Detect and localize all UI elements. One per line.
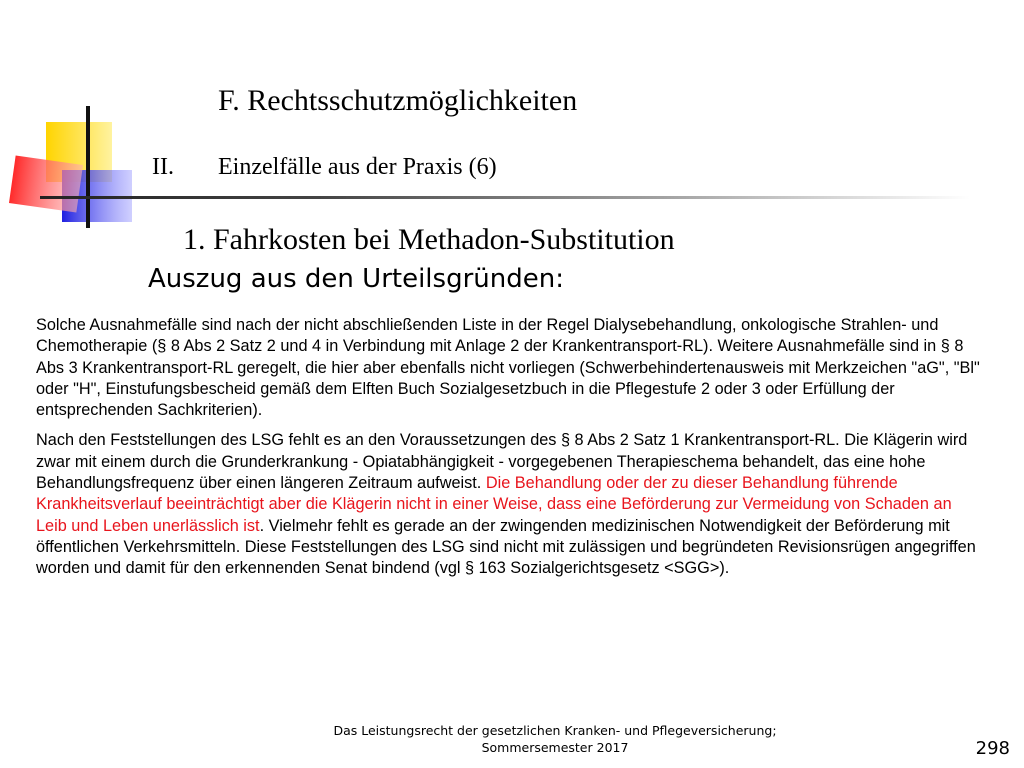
- slide-subtitle: [152, 154, 497, 181]
- footer-line-1: Das Leistungsrecht der gesetzlichen Kranken- und Pflegeversicherung;: [333, 723, 777, 738]
- page-number: 298: [975, 738, 1010, 759]
- section-subheading: Auszug aus den Urteilsgründen:: [148, 264, 564, 294]
- subtitle-text: Einzelfälle aus der Praxis (6): [218, 154, 497, 180]
- subtitle-number: II.: [152, 154, 174, 180]
- footer-line-2: Sommersemester 2017: [481, 740, 629, 755]
- title-divider-line: [40, 196, 970, 199]
- paragraph-1: Solche Ausnahmefälle sind nach der nicht abschließenden Liste in der Regel Dialysebehandlung, onkologische Strahlen- und Chemotherapie (§ 8 Abs 2 Satz 2 und 4 in Verbindung mit Anlage 2 der Krankentransport-RL). Weitere Ausnahmefälle sind in § 8 Abs 3 Krankentransport-RL geregelt, die hier aber ebenfalls nicht vorliegen (Schwerbehindertenausweis mit Merkzeichen "aG", "Bl" oder "H", Einstufungsbescheid gemäß dem Elften Buch Sozialgesetzbuch in die Pflegestufe 2 oder 3 oder Erfüllung der entsprechenden Sachkriterien).: [36, 316, 980, 420]
- decorative-logo-icon: [0, 100, 140, 230]
- paragraph-2: [36, 430, 986, 579]
- body-text: [36, 315, 986, 589]
- paragraph-2-highlight: Die Behandlung oder der zu dieser Behandlung führende Krankheitsverlauf beeinträchtigt aber die Klägerin nicht in einer Weise, dass eine Beförderung zur Vermeidung von Schaden an Leib und Leben unerlässlich ist: [36, 474, 952, 535]
- paragraph-2-part-1: Nach den Feststellungen des LSG fehlt es an den Voraussetzungen des § 8 Abs 2 Satz 1 Krankentransport-RL. Die Klägerin wird zwar mit einem durch die Grunderkrankung - Opiatabhängigkeit - vorgegebenen Therapieschema behandelt, das eine hohe Behandlungsfrequenz über einen längeren Zeitraum aufweist.: [36, 431, 968, 493]
- section-heading: 1. Fahrkosten bei Methadon-Substitution: [183, 223, 675, 256]
- paragraph-2-part-2: . Vielmehr fehlt es gerade an der zwingenden medizinischen Notwendigkeit der Beförderung mit öffentlichen Verkehrsmitteln. Diese Feststellungen des LSG sind nicht mit zulässigen und begründeten Revisionsrügen angegriffen worden und damit für den erkennenden Senat bindend (vgl § 163 Sozialgerichtsgesetz <SGG>).: [36, 516, 976, 578]
- footer: [250, 722, 860, 756]
- slide-title: F. Rechtsschutzmöglichkeiten: [218, 84, 578, 117]
